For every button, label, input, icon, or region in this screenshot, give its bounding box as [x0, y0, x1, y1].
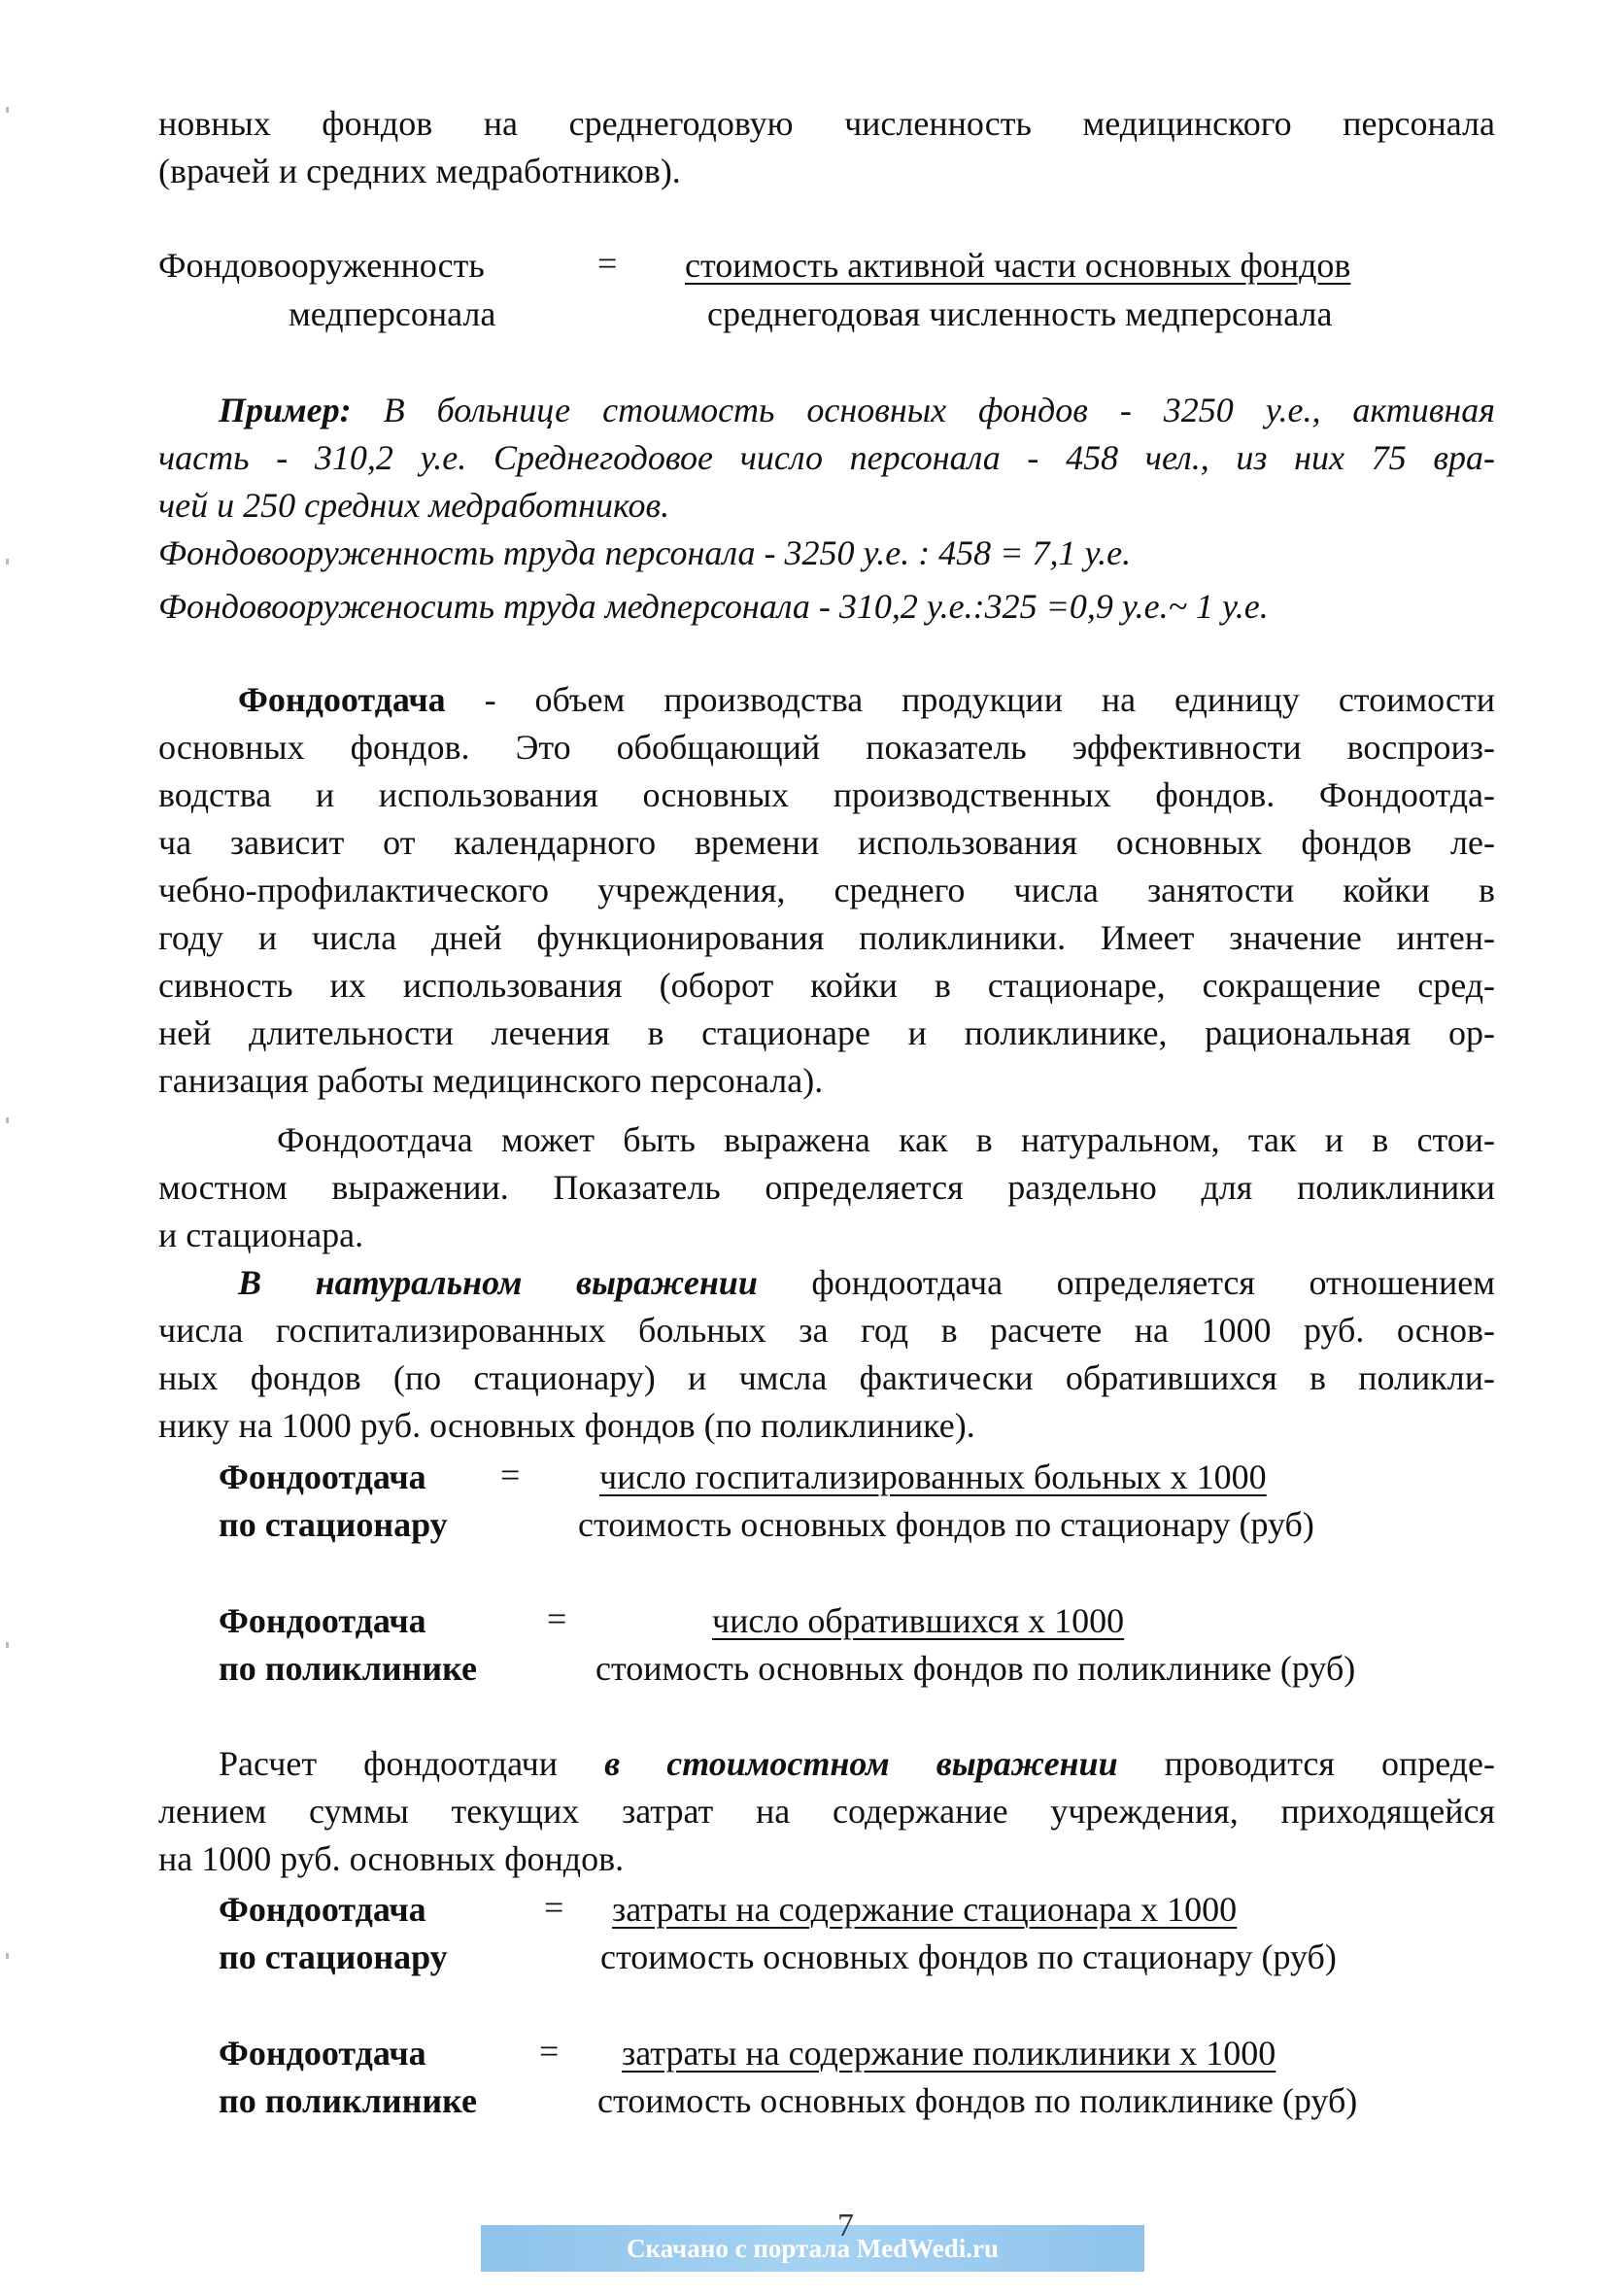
intro-line: (врачей и средних медработников). — [158, 152, 681, 190]
paragraph-line: числа госпитализированных больных за год в расчете на 1000 руб. основ- — [158, 1311, 1495, 1350]
formula-numerator: затраты на содержание стационара х 1000 — [612, 1890, 1238, 1929]
formula-label: Фондовооруженность — [158, 246, 485, 285]
formula-denominator: среднегодовая численность медперсонала — [707, 294, 1333, 333]
formula-label: Фондоотдача — [219, 2034, 426, 2073]
formula-denominator: стоимость основных фондов по поликлинике (руб) — [597, 2081, 1358, 2120]
paragraph-line: ча зависит от календарного времени использования основных фондов ле- — [158, 823, 1495, 862]
intro-line: новных фондов на среднегодовую численность медицинского персонала — [158, 104, 1495, 143]
paragraph-line: и стационара. — [158, 1216, 364, 1254]
formula-numerator: число госпитализированных больных х 1000 — [599, 1457, 1267, 1496]
example-line: часть - 310,2 у.е. Среднегодовое число персонала - 458 чел., из них 75 вра- — [158, 438, 1495, 477]
formula-label: медперсонала — [289, 294, 496, 333]
page-number: 7 — [837, 2208, 854, 2244]
watermark-banner[interactable]: Скачано с портала MedWedi.ru — [481, 2225, 1144, 2272]
formula-label: Фондоотдача — [219, 1457, 426, 1496]
term: Фондоотдача — [238, 680, 446, 719]
paragraph-line: Расчет фондоотдачи в стоимостном выражении проводится опреде- — [219, 1744, 1496, 1783]
formula-label: по поликлинике — [219, 1649, 477, 1688]
formula-label: по стационару — [219, 1937, 448, 1976]
paragraph-line: ней длительности лечения в стационаре и поликлинике, рациональная ор- — [158, 1013, 1495, 1052]
formula-numerator: стоимость активной части основных фондов — [685, 246, 1351, 285]
formula-label: по стационару — [219, 1505, 448, 1544]
formula-numerator: число обратившихся х 1000 — [712, 1601, 1125, 1640]
paragraph-line: ганизация работы медицинского персонала). — [158, 1061, 824, 1100]
equals-sign: = — [544, 1888, 564, 1927]
scan-mark — [6, 559, 9, 565]
example-line: Фондовооруженосить труда медперсонала - 310,2 у.е.:325 =0,9 у.е.~ 1 у.е. — [158, 587, 1269, 626]
formula-label: Фондоотдача — [219, 1890, 426, 1929]
formula-denominator: стоимость основных фондов по поликлинике (руб) — [595, 1649, 1356, 1688]
scan-mark — [6, 1642, 9, 1648]
paragraph-line: году и числа дней функционирования поликлиники. Имеет значение интен- — [158, 918, 1495, 957]
paragraph-line: Фондоотдача может быть выражена как в натуральном, так и в стои- — [277, 1120, 1495, 1159]
example-label: Пример: — [219, 391, 352, 429]
term: В натуральном выражении — [238, 1263, 758, 1302]
example-line: Пример: В больнице стоимость основных фондов - 3250 у.е., активная — [219, 391, 1495, 429]
formula-label: Фондоотдача — [219, 1601, 426, 1640]
example-line: Фондовооруженность труда персонала - 3250 у.е. : 458 = 7,1 у.е. — [158, 533, 1132, 572]
formula-denominator: стоимость основных фондов по стационару (руб) — [578, 1505, 1314, 1544]
paragraph-line: лением суммы текущих затрат на содержание учреждения, приходящейся — [158, 1792, 1495, 1831]
paragraph-line: В натуральном выражении фондоотдача определяется отношением — [238, 1263, 1495, 1302]
paragraph-line: водства и использования основных производственных фондов. Фондоотда- — [158, 775, 1495, 814]
paragraph-line: мостном выражении. Показатель определяется раздельно для поликлиники — [158, 1168, 1495, 1207]
paragraph-line: ных фондов (по стационару) и чмсла фактически обратившихся в поликли- — [158, 1358, 1495, 1397]
equals-sign: = — [597, 244, 618, 283]
scan-mark — [6, 107, 9, 113]
scan-mark — [6, 1953, 9, 1959]
paragraph-line: на 1000 руб. основных фондов. — [158, 1839, 625, 1878]
formula-denominator: стоимость основных фондов по стационару (руб) — [600, 1937, 1337, 1976]
equals-sign: = — [547, 1599, 567, 1638]
paragraph-line: нику на 1000 руб. основных фондов (по поликлинике). — [158, 1406, 975, 1445]
paragraph-line: чебно-профилактического учреждения, среднего числа занятости койки в — [158, 871, 1495, 909]
formula-label: по поликлинике — [219, 2081, 477, 2120]
formula-numerator: затраты на содержание поликлиники х 1000 — [622, 2034, 1276, 2073]
equals-sign: = — [539, 2032, 560, 2071]
scan-mark — [6, 1117, 9, 1123]
paragraph-line: Фондоотдача - объем производства продукции на единицу стоимости — [238, 680, 1495, 719]
term: в стоимостном выражении — [604, 1744, 1118, 1783]
example-line: чей и 250 средних медработников. — [158, 486, 670, 525]
paragraph-line: сивность их использования (оборот койки в стационаре, сокращение сред- — [158, 966, 1495, 1005]
paragraph-line: основных фондов. Это обобщающий показатель эффективности воспроиз- — [158, 728, 1495, 767]
equals-sign: = — [500, 1456, 521, 1494]
